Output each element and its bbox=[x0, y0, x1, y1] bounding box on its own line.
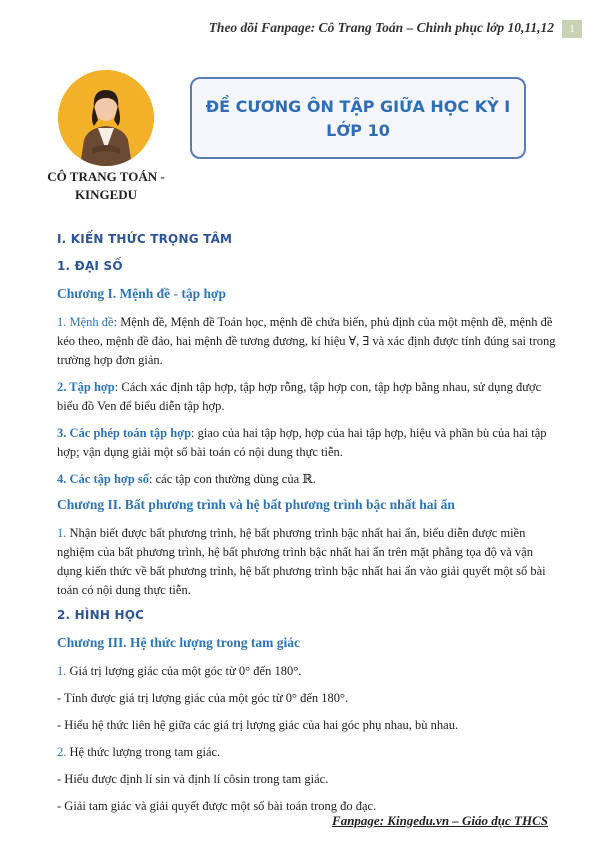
author-name: CÔ TRANG TOÁN - KINGEDU bbox=[47, 169, 165, 202]
page-number: 1 bbox=[562, 20, 582, 38]
chapter-2-heading: Chương II. Bất phương trình và hệ bất phương trình bậc nhất hai ẩn bbox=[57, 497, 455, 512]
item-inequalities: 1. Nhận biết được bất phương trình, hệ bất phương trình bậc nhất hai ẩn, biểu diễn được miền nghiệm của bất phương trình, hệ bất phương trình bậc nhất hai ẩn trên mặt phẳng tọa độ và vận dụng kiến thức về bất phương trình, hệ bất phương trình bậc nhất hai ẩn vào giải quyết một số bài toán có nội dung thực tiễn. bbox=[57, 526, 546, 597]
page-header: Theo dõi Fanpage: Cô Trang Toán – Chinh phục lớp 10,11,12 bbox=[208, 20, 554, 35]
geometry-heading: 2. HÌNH HỌC bbox=[57, 608, 145, 622]
item-triangle-relations: 2. Hệ thức lượng trong tam giác. bbox=[57, 745, 221, 759]
page-footer: Fanpage: Kingedu.vn – Giáo dục THCS bbox=[332, 813, 548, 828]
author-avatar bbox=[58, 70, 154, 166]
document-subtitle: LỚP 10 bbox=[326, 121, 390, 140]
document-title-box bbox=[190, 77, 526, 159]
list-line: - Hiểu hệ thức liên hệ giữa các giá trị lượng giác của hai góc phụ nhau, bù nhau. bbox=[57, 718, 459, 732]
item-proposition: 1. Mệnh đề: Mệnh đề, Mệnh đề Toán học, mệnh đề chứa biến, phủ định của một mệnh đề, mệnh đề kéo theo, mệnh đề đảo, hai mệnh đề tương đương, kí hiệu ∀, ∃ và xác định được tính đúng sai trong trường hợp đơn giản. bbox=[57, 315, 556, 367]
list-line: - Giải tam giác và giải quyết được một số bài toán trong đo đạc. bbox=[57, 799, 377, 813]
algebra-heading: 1. ĐẠI SỐ bbox=[57, 259, 123, 273]
list-line: - Hiểu được định lí sin và định lí côsin trong tam giác. bbox=[57, 772, 329, 786]
list-line: - Tính được giá trị lượng giác của một góc từ 0° đến 180°. bbox=[57, 691, 349, 705]
section-heading: I. KIẾN THỨC TRỌNG TÂM bbox=[57, 232, 233, 246]
document-content bbox=[57, 232, 557, 824]
chapter-3-heading: Chương III. Hệ thức lượng trong tam giác bbox=[57, 635, 301, 650]
chapter-1-heading: Chương I. Mệnh đề - tập hợp bbox=[57, 286, 226, 301]
item-trig-values: 1. Giá trị lượng giác của một góc từ 0° đến 180°. bbox=[57, 664, 302, 678]
teacher-portrait-icon bbox=[58, 70, 154, 166]
item-number-sets: 4. Các tập hợp số: các tập con thường dùng của ℝ. bbox=[57, 472, 316, 486]
document-title: ĐỀ CƯƠNG ÔN TẬP GIỮA HỌC KỲ I bbox=[205, 97, 511, 116]
item-set-operations: 3. Các phép toán tập hợp: giao của hai tập hợp, hợp của hai tập hợp, hiệu và phần bù của hai tập hợp; vận dụng giải một số bài toán có nội dung thực tiễn. bbox=[57, 426, 547, 459]
item-sets: 2. Tập hợp: Cách xác định tập hợp, tập hợp rỗng, tập hợp con, tập hợp bằng nhau, sử dụng được biểu đồ Ven để biểu diễn tập hợp. bbox=[57, 380, 542, 413]
